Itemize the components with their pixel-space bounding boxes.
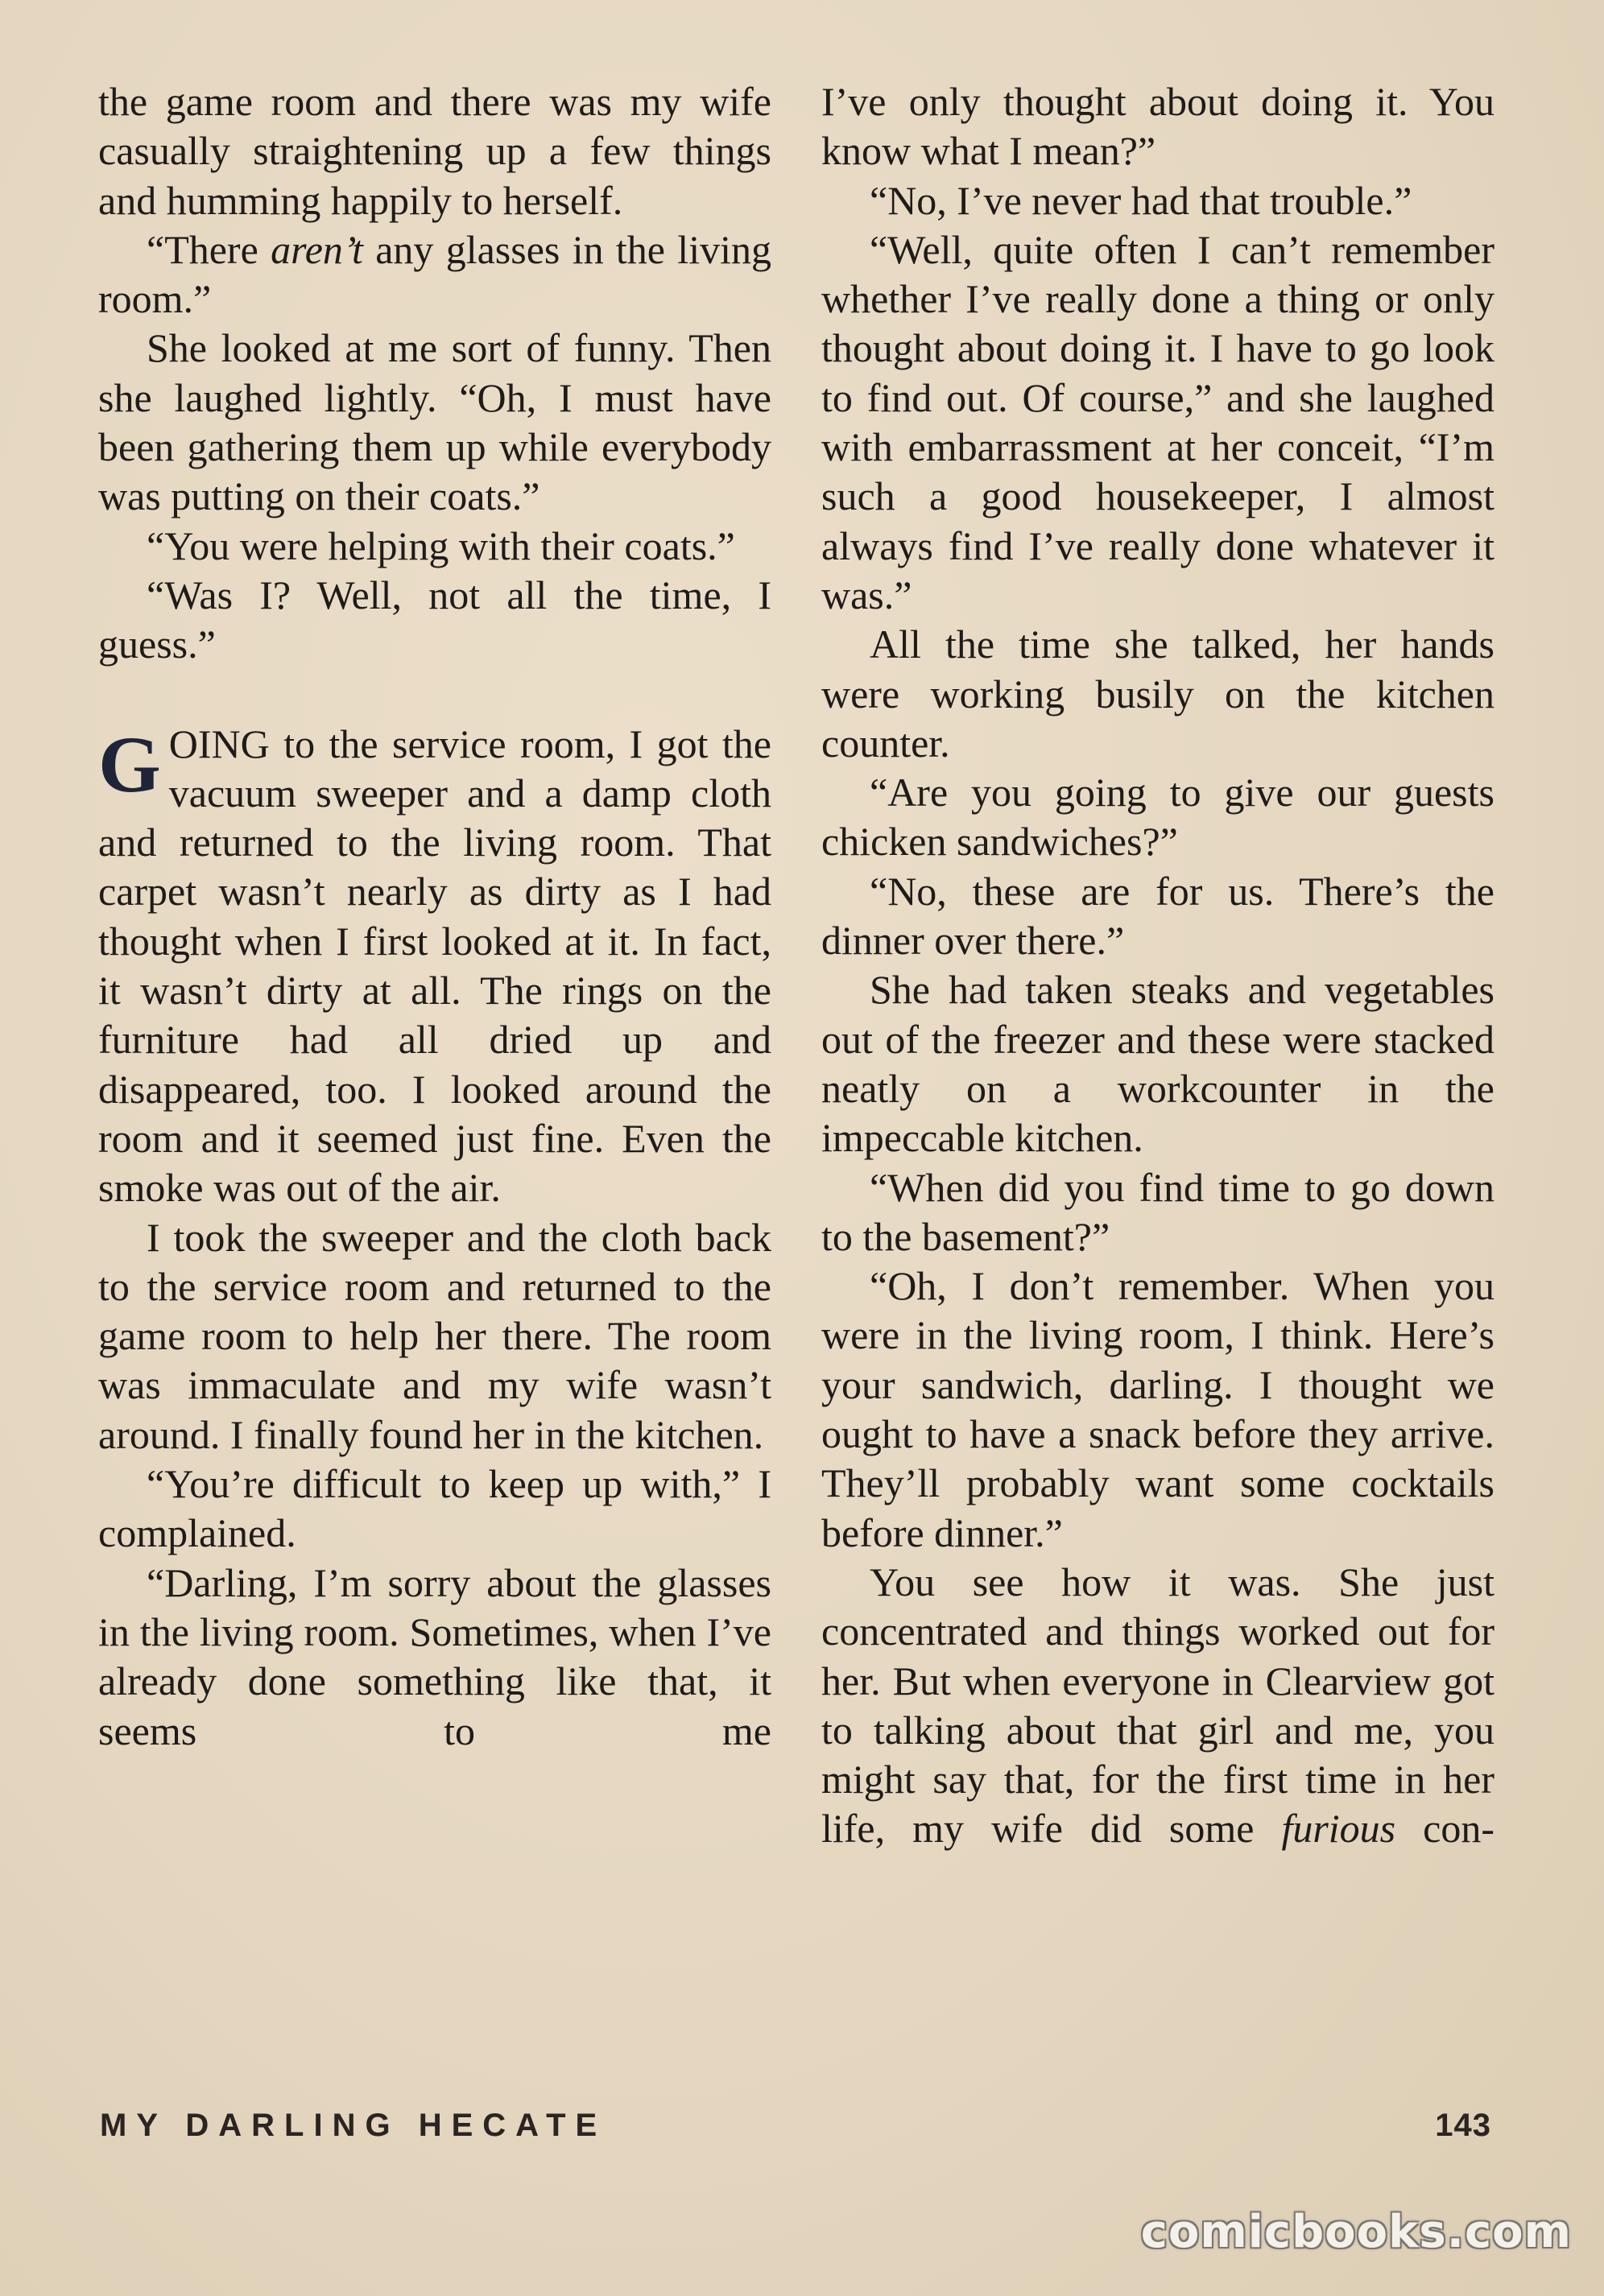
paragraph: She had taken steaks and vegetables out of the freezer and these were stacked neatly on a workcounter in the impeccable kitchen. <box>821 967 1494 1161</box>
paragraph: “No, these are for us. There’s the dinner over there.” <box>821 868 1494 964</box>
section-break <box>98 670 771 720</box>
paragraph: I’ve only thought about doing it. You know what I mean?” <box>821 79 1494 174</box>
right-text-column <box>821 77 1494 1854</box>
text-span: any glasses in the living room.” <box>98 226 771 322</box>
paragraph: All the time she talked, her hands were working busily on the kitchen counter. <box>821 621 1494 766</box>
paragraph: “Well, quite often I can’t remember whether I’ve really done a thing or only thought about doing it. I have to go look to find out. Of course,” and she laughed with embarrassment at her conceit, “I’m such a good housekeeper, I almost always find I’ve really done whatever it was.” <box>821 226 1494 617</box>
paragraph <box>821 1558 1494 1854</box>
paragraph: “Darling, I’m sorry about the glasses in the living room. Sometimes, when I’ve already done something like that, it seems to me <box>98 1559 771 1753</box>
paragraph <box>98 225 771 324</box>
running-footer-title: MY DARLING HECATE <box>100 2108 607 2143</box>
emphasis-text: aren’t <box>271 226 363 272</box>
paragraph: “Oh, I don’t remember. When you were in the living room, I think. Here’s your sandwich, darling. I thought we ought to have a snack before they arrive. They’ll probably want some cocktails before dinner.” <box>821 1263 1494 1555</box>
paragraph: “When did you find time to go down to the basement?” <box>821 1164 1494 1259</box>
paragraph: “You were helping with their coats.” <box>147 522 735 568</box>
paragraph: “Are you going to give our guests chicken sandwiches?” <box>821 770 1494 865</box>
paragraph-with-dropcap <box>98 720 771 1213</box>
paragraph: “No, I’ve never had that trouble.” <box>870 177 1412 223</box>
paragraph: I took the sweeper and the cloth back to the service room and returned to the game room to help her there. The room was immaculate and my wife wasn’t around. I finally found her in the kitchen. <box>98 1214 771 1457</box>
drop-cap: G <box>98 719 161 809</box>
left-text-column <box>98 77 771 1756</box>
text-span: “There <box>147 226 271 272</box>
paragraph: “Was I? Well, not all the time, I guess.” <box>98 572 771 667</box>
paragraph: “You’re difficult to keep up with,” I complained. <box>98 1461 771 1556</box>
text-span: OING to the service room, I got the vacuum sweeper and a damp cloth and returned to the living room. That carpet wasn’t nearly as dirty as I had thought when I first looked at it. In fact, it wasn’t dirty at all. The rings on the furniture had all dried up and disappeared, too. I looked around the room and it seemed just fine. Even the smoke was out of the air. <box>98 721 771 1211</box>
emphasis-text: furious <box>1281 1806 1396 1852</box>
paragraph: the game room and there was my wife casually straightening up a few things and humming happily to herself. <box>98 79 771 223</box>
text-span: con- <box>1395 1806 1495 1852</box>
paragraph: She looked at me sort of funny. Then she laughed lightly. “Oh, I must have been gathering them up while everybody was putting on their coats.” <box>98 325 771 519</box>
text-span: You see how it was. She just concentrated and things worked out for her. But when everyone in Clearview got to talking about that girl and me, you might say that, for the first time in her life, my wife did some <box>821 1559 1494 1852</box>
site-watermark: comicbooks.com <box>1140 2206 1572 2258</box>
page-number: 143 <box>1435 2108 1491 2143</box>
